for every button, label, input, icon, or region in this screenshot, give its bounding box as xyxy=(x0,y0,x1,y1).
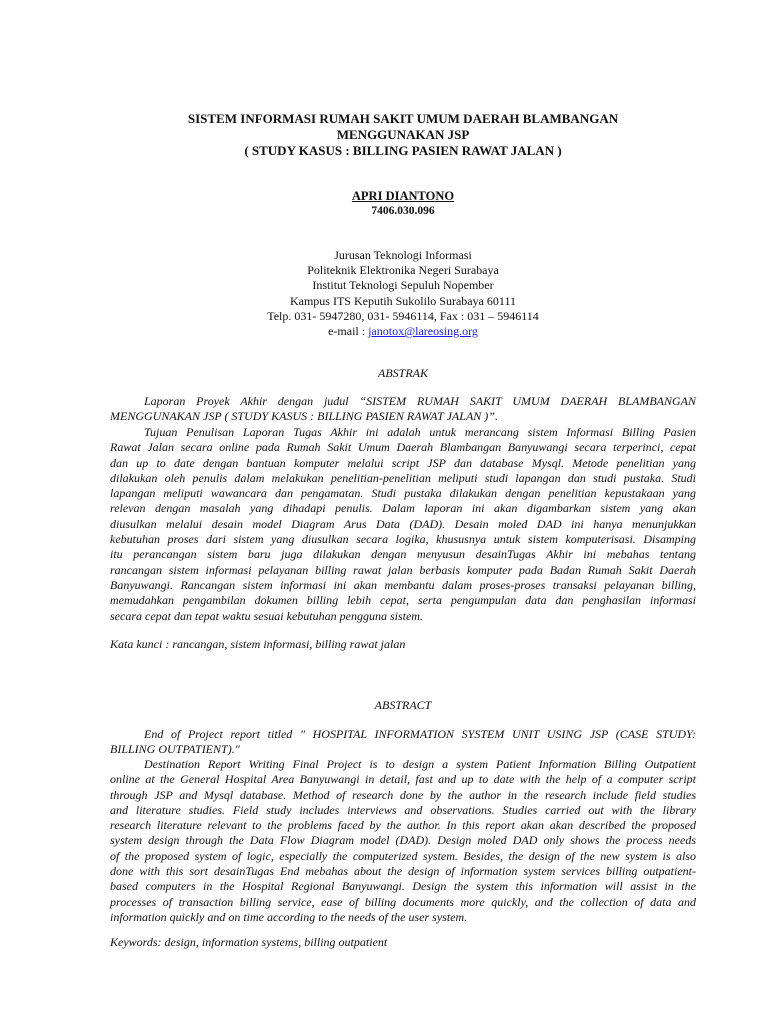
text-line: secara cepat dan tepat waktu sesuai kebutuhan pengguna sistem. xyxy=(110,608,423,623)
title-line-2: MENGGUNAKAN JSP xyxy=(336,127,470,142)
text-line: of the proposed system of logic, especially the computerized system. Besides, the design of the new system is also xyxy=(110,848,696,863)
affiliation-email-line xyxy=(110,324,696,339)
text-line: information quickly and on time according to the needs of the user system. xyxy=(110,909,468,924)
text-line: memudahkan pengambilan dokumen billing lebih cepat, serta pengumpulan data dan penghasilan informasi xyxy=(110,593,696,608)
title-line-1: SISTEM INFORMASI RUMAH SAKIT UMUM DAERAH BLAMBANGAN xyxy=(187,111,619,126)
email-label: e-mail : xyxy=(328,324,369,339)
text-line: and literature studies. Field study includes interviews and observations. Studies carried out with the library xyxy=(110,802,696,817)
author-name: APRI DIANTONO xyxy=(351,189,455,203)
text-line: research literature relevant to the problems faced by the author. In this report akan akan described the proposed xyxy=(110,818,696,833)
affiliation-inst: Institut Teknologi Sepuluh Nopember xyxy=(312,278,494,293)
abstrak-keywords: Kata kunci : rancangan, sistem informasi, billing rawat jalan xyxy=(110,637,406,651)
text-line: diusulkan melalui desain model Diagram Arus Data (DAD). Desain moled DAD ini hanya menunjukkan xyxy=(110,516,696,531)
text-line: system design through the Data Flow Diagram model (DAD). Design moled DAD only shows the process needs xyxy=(110,833,696,848)
paper-title xyxy=(110,111,696,159)
text-line: rancangan sistem informasi pelayanan billing rawat jalan berbasis komputer pada Badan Rumah Sakit Daerah xyxy=(110,562,696,577)
text-line: dilakukan oleh penulis dalam melakukan penelitian-penelitian meliputi studi lapangan dan studi pustaka. Studi xyxy=(110,470,696,485)
text-line: Banyuwangi. Rancangan sistem informasi ini akan membantu dalam proses-proses transaksi pelayanan billing, xyxy=(110,577,696,592)
affiliation-block xyxy=(110,248,696,339)
affiliation-phone: Telp. 031- 5947280, 031- 5946114, Fax : 031 – 5946114 xyxy=(267,308,539,323)
email-link[interactable]: janotox@lareosing.org xyxy=(368,324,478,339)
text-line: dan up to date dengan bantuan komputer melalui script JSP dan database Mysql. Metode penelitian yang xyxy=(110,455,696,470)
text-line: Rawat Jalan secara online pada Rumah Sakit Umum Daerah Blambangan Banyuwangi secara terperinci, cepat xyxy=(110,440,696,455)
affiliation-poly: Politeknik Elektronika Negeri Surabaya xyxy=(307,263,499,278)
affiliation-dept: Jurusan Teknologi Informasi xyxy=(334,248,472,262)
text-line: relevan dengan masalah yang dihadapi penulis. Dalam laporan ini akan digambarkan sistem yang akan xyxy=(110,501,696,516)
abstrak-paragraph-2 xyxy=(110,425,696,624)
abstract-paragraph-1 xyxy=(110,727,696,758)
abstrak-heading: ABSTRAK xyxy=(378,366,428,380)
text-line: processes of transaction billing service, ease of billing documents more quickly, and the collection of data and xyxy=(110,894,696,909)
text-line: through JSP and Mysql database. Method of research done by the author in the research include field studies xyxy=(110,787,696,802)
abstract-keywords: Keywords: design, information systems, billing outpatient xyxy=(110,935,388,949)
text-line: lapangan meliputi wawancara dan pengamatan. Studi pustaka dilakukan dengan penelitian kepustakaan yang xyxy=(110,486,696,501)
text-line: kebutuhan proses dari sistem yang diusulkan secara logika, khususnya untuk sistem komputerisasi. Disamping xyxy=(110,532,696,547)
text-line: done with this sort desainTugas End mebahas about the design of information system services billing outpatient- xyxy=(110,864,696,879)
abstrak-paragraph-1 xyxy=(110,394,696,425)
text-line: End of Project report titled " HOSPITAL INFORMATION SYSTEM UNIT USING JSP (CASE STUDY: xyxy=(144,727,696,741)
text-line: BILLING OUTPATIENT)." xyxy=(110,742,240,757)
text-line: Laporan Proyek Akhir dengan judul “SISTEM RUMAH SAKIT UMUM DAERAH BLAMBANGAN xyxy=(144,394,696,408)
affiliation-campus: Kampus ITS Keputih Sukolilo Surabaya 60111 xyxy=(289,293,517,308)
text-line: Destination Report Writing Final Project is to design a system Patient Information Billing Outpatient xyxy=(144,757,696,771)
title-line-3: ( STUDY KASUS : BILLING PASIEN RAWAT JALAN ) xyxy=(244,143,562,158)
text-line: based computers in the Hospital Regional Banyuwangi. Design the system this information will assist in the xyxy=(110,879,696,894)
author-id: 7406.030.096 xyxy=(371,205,435,217)
abstract-paragraph-2 xyxy=(110,757,696,925)
text-line: itu perancangan sistem baru juga dilakukan dengan menyusun desainTugas Akhir ini mebahas tentang xyxy=(110,547,696,562)
text-line: Tujuan Penulisan Laporan Tugas Akhir ini adalah untuk merancang sistem Informasi Billing Pasien xyxy=(144,425,696,439)
text-line: MENGGUNAKAN JSP ( STUDY KASUS : BILLING PASIEN RAWAT JALAN )”. xyxy=(110,409,498,424)
author-block xyxy=(110,189,696,218)
text-line: online at the General Hospital Area Banyuwangi in detail, fast and up to date with the help of a computer script xyxy=(110,772,696,787)
abstract-heading: ABSTRACT xyxy=(374,698,432,712)
